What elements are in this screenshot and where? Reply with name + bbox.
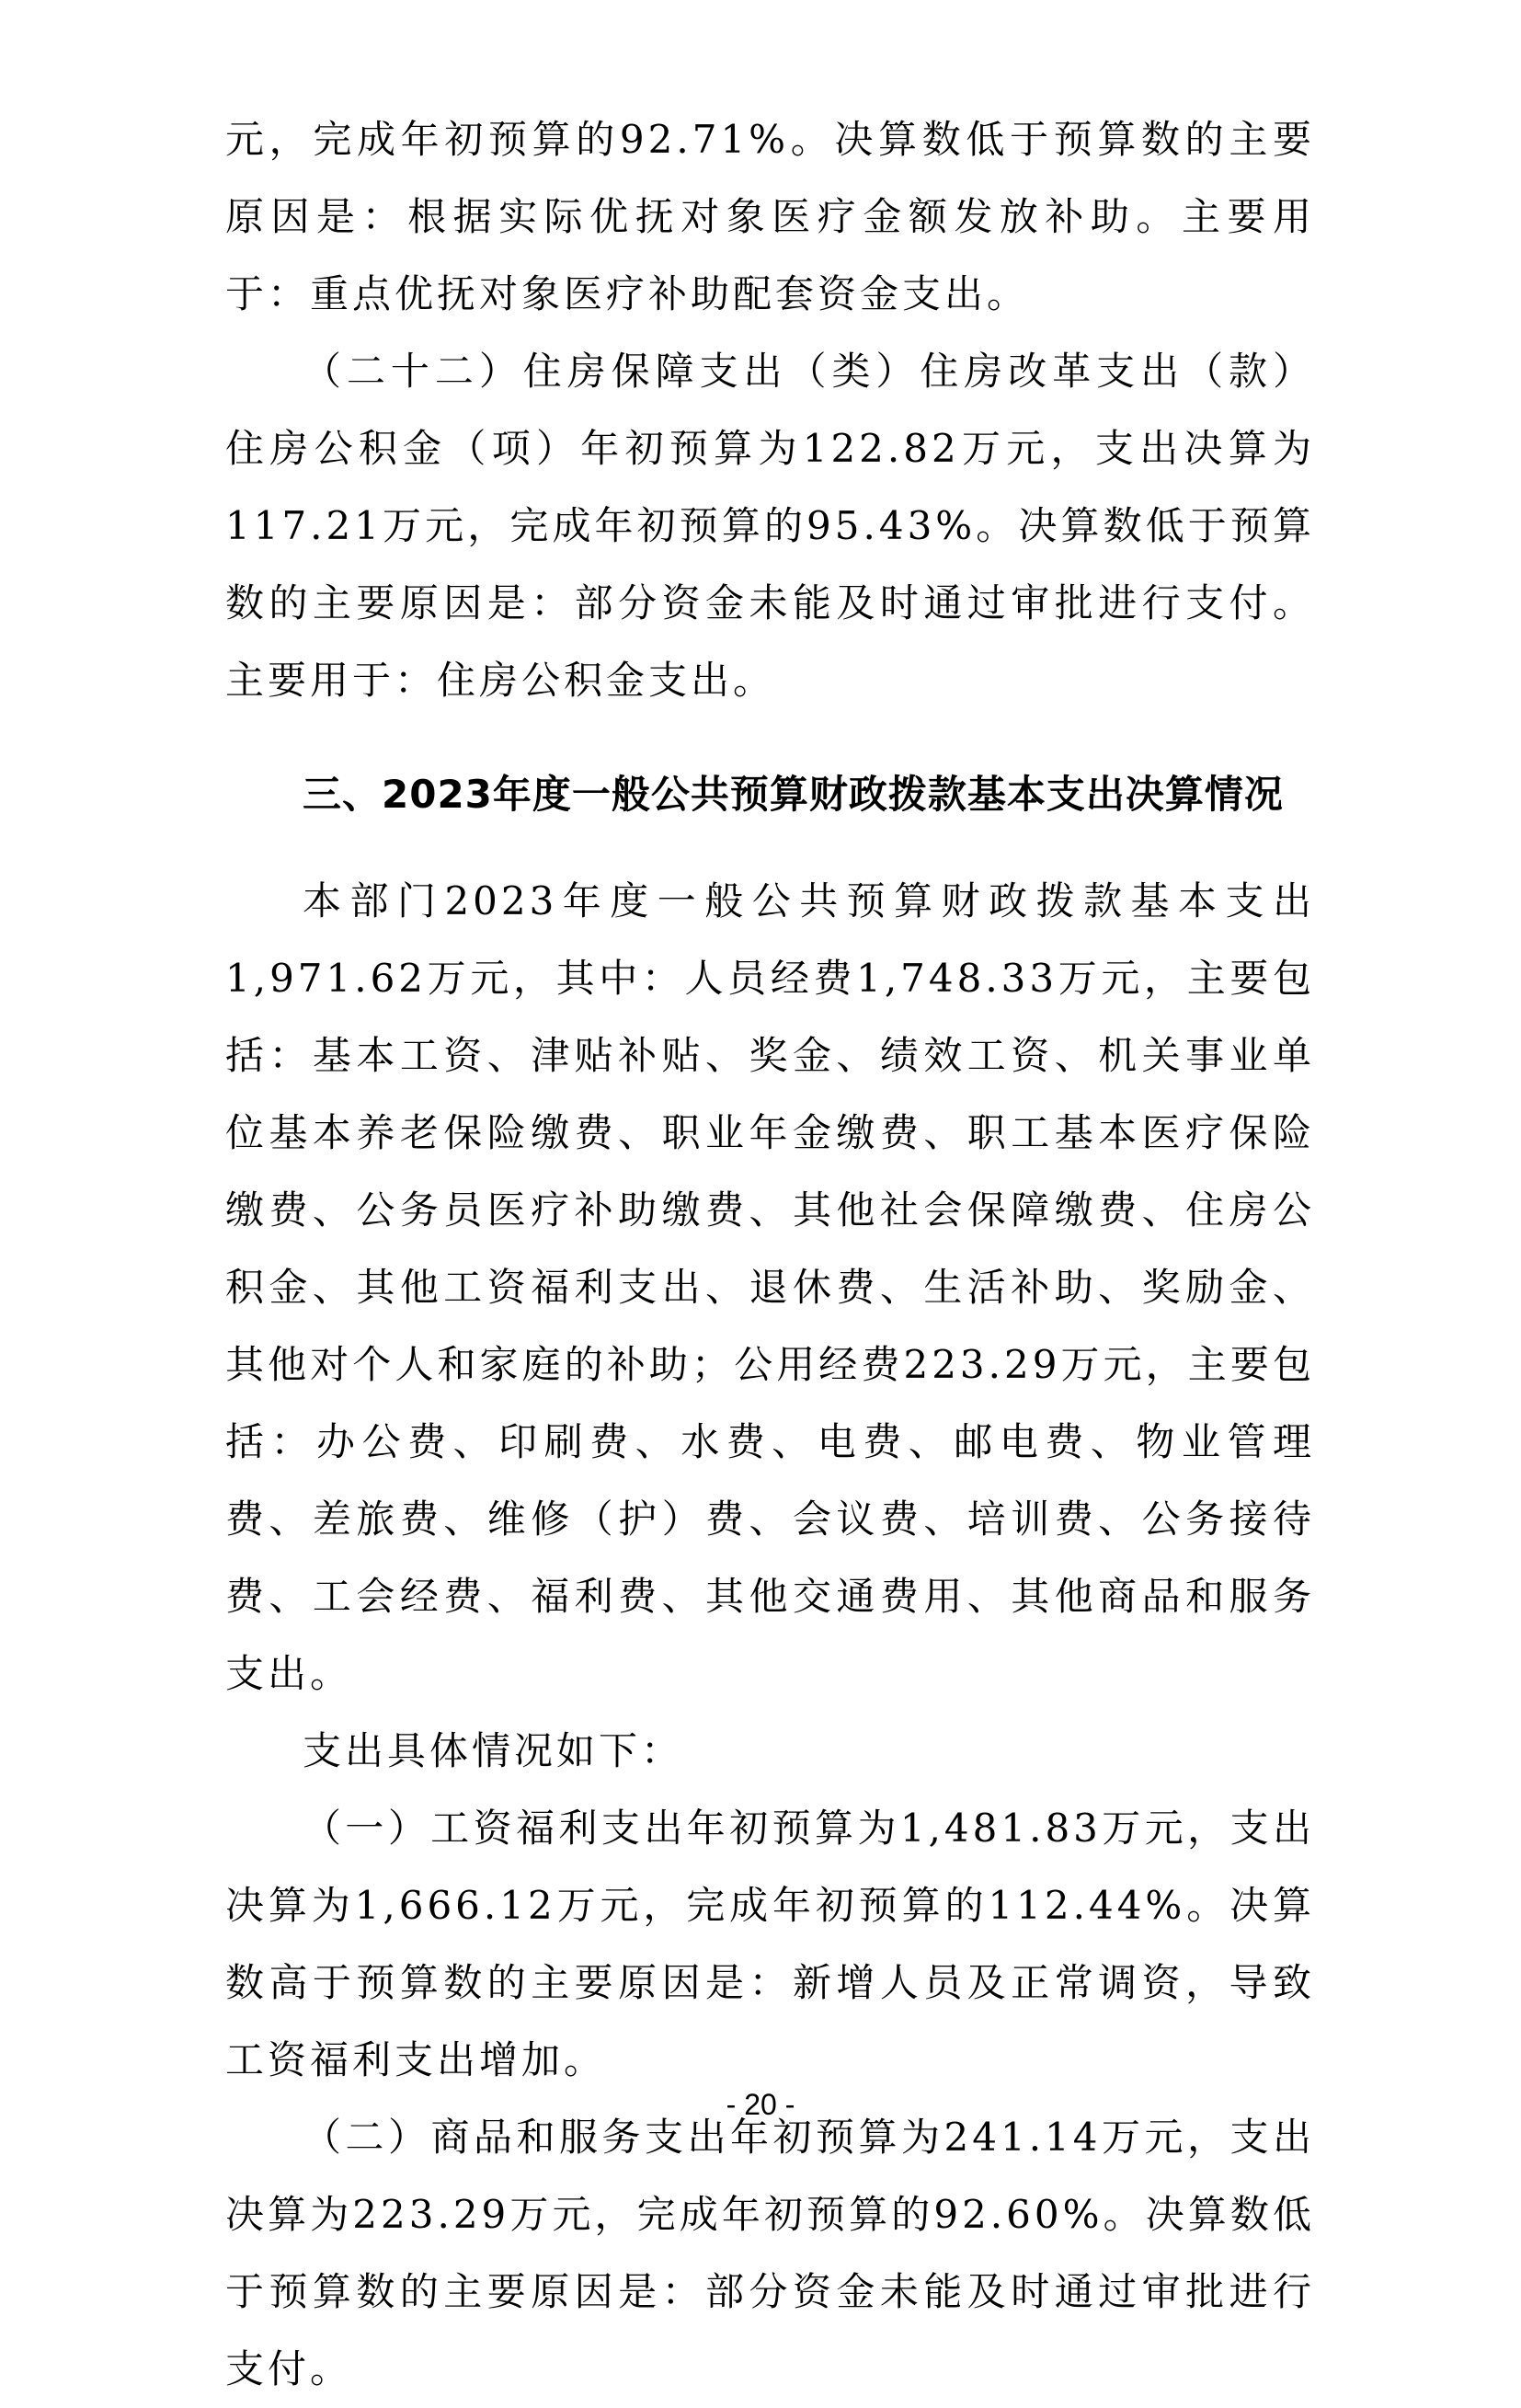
paragraph-goods-services: （二）商品和服务支出年初预算为241.14万元，支出决算为223.29万元，完成年初预算的92.60%。决算数低于预算数的主要原因是：部分资金未能及时通过审批进行支付。	[225, 2115, 1315, 2391]
paragraph-basic-expenditure-summary: 本部门2023年度一般公共预算财政拨款基本支出1,971.62万元，其中：人员经费1,748.33万元，主要包括：基本工资、津贴补贴、奖金、绩效工资、机关事业单位基本养老保险缴费、职业年金缴费、职工基本医疗保险缴费、公务员医疗补助缴费、其他社会保障缴费、住房公积金、其他工资福利支出、退休费、生活补助、奖励金、其他对个人和家庭的补助；公用经费223.29万元，主要包括：办公费、印刷费、水费、电费、邮电费、物业管理费、差旅费、维修（护）费、会议费、培训费、公务接待费、工会经费、福利费、其他交通费用、其他商品和服务支出。	[225, 878, 1315, 1696]
paragraph-housing-fund: （二十二）住房保障支出（类）住房改革支出（款）住房公积金（项）年初预算为122.82万元，支出决算为117.21万元，完成年初预算的95.43%。决算数低于预算数的主要原因是：部分资金未能及时通过审批进行支付。主要用于：住房公积金支出。	[225, 349, 1315, 703]
paragraph-continuation: 元，完成年初预算的92.71%。决算数低于预算数的主要原因是：根据实际优抚对象医疗金额发放补助。主要用于：重点优抚对象医疗补助配套资金支出。	[225, 117, 1315, 316]
paragraph-details-intro: 支出具体情况如下：	[303, 1728, 684, 1773]
page-number: - 20 -	[726, 2088, 795, 2121]
document-body	[225, 101, 1315, 2408]
section-heading: 三、2023年度一般公共预算财政拨款基本支出决算情况	[303, 772, 1284, 817]
paragraph-wage-welfare: （一）工资福利支出年初预算为1,481.83万元，支出决算为1,666.12万元，完成年初预算的112.44%。决算数高于预算数的主要原因是：新增人员及正常调资，导致工资福利支出增加。	[225, 1806, 1315, 2082]
